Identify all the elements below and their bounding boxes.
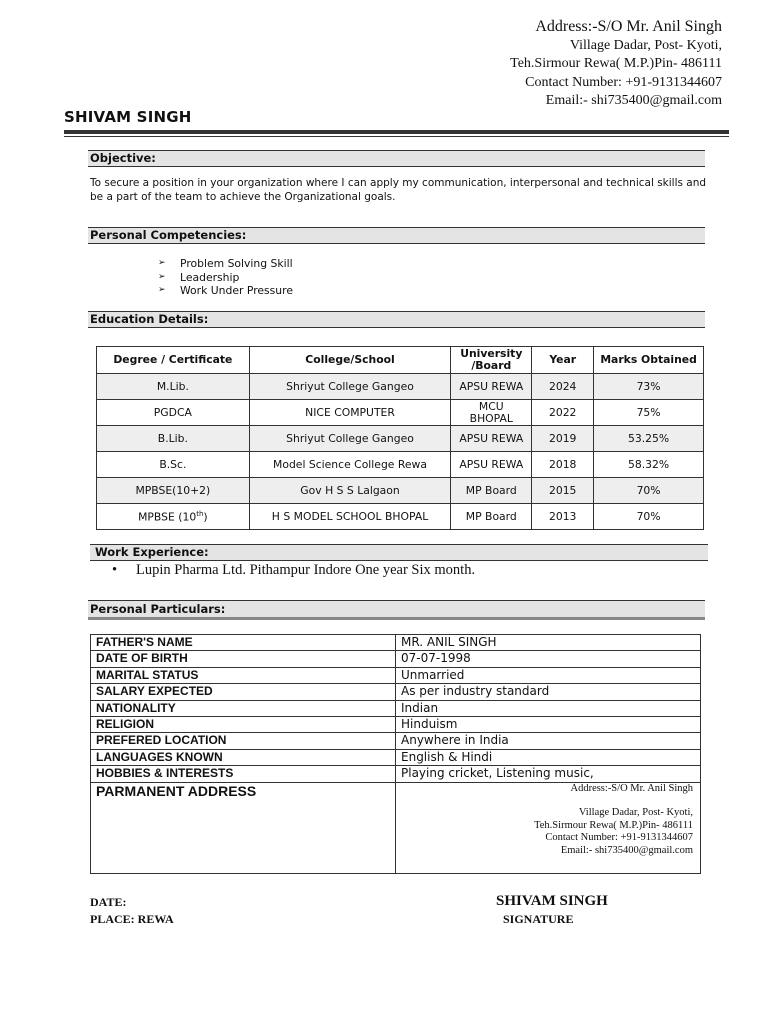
header-address bbox=[510, 18, 722, 111]
arrow-bullet-icon: ➢ bbox=[158, 271, 166, 282]
table-cell: 2015 bbox=[532, 478, 594, 504]
column-header: College/School bbox=[249, 347, 451, 374]
column-header: University /Board bbox=[451, 347, 532, 374]
table-cell: 70% bbox=[594, 478, 704, 504]
arrow-bullet-icon: ➢ bbox=[158, 285, 166, 295]
work-list bbox=[112, 562, 475, 579]
address-line: Address:-S/O Mr. Anil Singh bbox=[570, 782, 693, 794]
table-row bbox=[97, 400, 704, 426]
address-line: Village Dadar, Post- Kyoti, bbox=[578, 807, 693, 819]
field-value: 07-07-1998 bbox=[396, 651, 701, 667]
field-value: Playing cricket, Listening music, bbox=[396, 766, 701, 782]
candidate-name: SHIVAM SINGH bbox=[64, 108, 192, 126]
table-row bbox=[91, 749, 701, 765]
address-line: Teh.Sirmour Rewa( M.P.)Pin- 486111 bbox=[534, 819, 693, 831]
table-cell: 75% bbox=[594, 400, 704, 426]
competencies-heading: Personal Competencies: bbox=[88, 227, 705, 244]
field-value: Anywhere in India bbox=[396, 733, 701, 749]
table-row bbox=[91, 700, 701, 716]
list-item bbox=[112, 562, 475, 579]
field-value: As per industry standard bbox=[396, 684, 701, 700]
table-row bbox=[91, 651, 701, 667]
table-cell: MP Board bbox=[451, 478, 532, 504]
table-row bbox=[91, 635, 701, 651]
table-cell: NICE COMPUTER bbox=[249, 400, 451, 426]
field-label: LANGUAGES KNOWN bbox=[91, 749, 396, 765]
table-cell: 2019 bbox=[532, 426, 594, 452]
education-table bbox=[96, 346, 704, 530]
list-item bbox=[158, 284, 293, 298]
table-row bbox=[97, 478, 704, 504]
place-label: PLACE: REWA bbox=[90, 912, 174, 926]
table-cell: Gov H S S Lalgaon bbox=[249, 478, 451, 504]
field-label: MARITAL STATUS bbox=[91, 667, 396, 683]
table-cell: M.Lib. bbox=[97, 374, 250, 400]
address-line: Email:- shi735400@gmail.com bbox=[545, 93, 722, 108]
field-label: HOBBIES & INTERESTS bbox=[91, 766, 396, 782]
address-line: Contact Number: +91-9131344607 bbox=[545, 832, 693, 844]
objective-heading: Objective: bbox=[88, 150, 705, 167]
field-value: Indian bbox=[396, 700, 701, 716]
field-label: RELIGION bbox=[91, 716, 396, 732]
table-cell: MP Board bbox=[451, 504, 532, 530]
field-label: NATIONALITY bbox=[91, 700, 396, 716]
competency-text: Leadership bbox=[180, 270, 240, 284]
address-line: Teh.Sirmour Rewa( M.P.)Pin- 486111 bbox=[510, 56, 722, 71]
table-cell: APSU REWA bbox=[451, 452, 532, 478]
table-row bbox=[97, 374, 704, 400]
table-cell: Model Science College Rewa bbox=[249, 452, 451, 478]
table-row bbox=[91, 766, 701, 782]
competency-text: Problem Solving Skill bbox=[180, 257, 293, 270]
table-row bbox=[91, 782, 701, 873]
arrow-bullet-icon: ➢ bbox=[158, 258, 166, 268]
signature-block bbox=[496, 892, 608, 928]
field-label: PREFERED LOCATION bbox=[91, 733, 396, 749]
address-line: Village Dadar, Post- Kyoti, bbox=[569, 37, 722, 53]
field-value: English & Hindi bbox=[396, 749, 701, 765]
field-label: PARMANENT ADDRESS bbox=[91, 782, 396, 873]
objective-text: To secure a position in your organization where I can apply my communication, interpersonal and technical skills and be a part of the team to achieve the Organizational goals. bbox=[90, 177, 707, 203]
table-row bbox=[91, 684, 701, 700]
field-label: DATE OF BIRTH bbox=[91, 651, 396, 667]
column-header: Degree / Certificate bbox=[97, 347, 250, 374]
table-cell: APSU REWA bbox=[451, 374, 532, 400]
signature-label: SIGNATURE bbox=[503, 912, 574, 926]
permanent-address bbox=[396, 782, 701, 873]
table-row bbox=[97, 452, 704, 478]
table-cell: APSU REWA bbox=[451, 426, 532, 452]
table-cell: PGDCA bbox=[97, 400, 250, 426]
address-line: Contact Number: +91-9131344607 bbox=[525, 74, 722, 90]
table-cell: Shriyut College Gangeo bbox=[249, 374, 451, 400]
table-cell: 2024 bbox=[532, 374, 594, 400]
table-row bbox=[91, 716, 701, 732]
table-header-row bbox=[97, 347, 704, 374]
table-cell: 2018 bbox=[532, 452, 594, 478]
degree-tail: ) bbox=[203, 511, 208, 525]
table-row bbox=[97, 504, 704, 530]
personal-table bbox=[90, 634, 701, 874]
footer-date-place bbox=[90, 894, 174, 928]
field-label: SALARY EXPECTED bbox=[91, 684, 396, 700]
signature-name: SHIVAM SINGH bbox=[496, 893, 608, 909]
field-value: Hinduism bbox=[396, 716, 701, 732]
date-label: DATE: bbox=[90, 895, 127, 909]
table-cell: 70% bbox=[594, 504, 704, 530]
personal-heading: Personal Particulars: bbox=[88, 600, 705, 620]
table-cell: B.Sc. bbox=[97, 452, 250, 478]
field-value: MR. ANIL SINGH bbox=[396, 635, 701, 651]
table-cell: 53.25% bbox=[594, 426, 704, 452]
address-line: Address:-S/O Mr. Anil Singh bbox=[535, 18, 722, 35]
list-item bbox=[158, 271, 293, 285]
competency-list bbox=[158, 257, 293, 298]
degree-text: MPBSE (10 bbox=[138, 511, 197, 525]
table-cell bbox=[97, 504, 250, 530]
table-cell: MPBSE(10+2) bbox=[97, 478, 250, 504]
bullet-icon: • bbox=[112, 562, 118, 578]
table-cell: 73% bbox=[594, 374, 704, 400]
table-cell: MCU BHOPAL bbox=[451, 400, 532, 426]
degree-superscript: th bbox=[196, 510, 204, 519]
table-cell: Shriyut College Gangeo bbox=[249, 426, 451, 452]
table-cell: 2013 bbox=[532, 504, 594, 530]
column-header: Marks Obtained bbox=[594, 347, 704, 374]
table-cell: B.Lib. bbox=[97, 426, 250, 452]
education-heading: Education Details: bbox=[88, 311, 705, 328]
address-line: Email:- shi735400@gmail.com bbox=[560, 844, 693, 856]
table-row bbox=[97, 426, 704, 452]
table-row bbox=[91, 667, 701, 683]
table-cell: 2022 bbox=[532, 400, 594, 426]
table-cell: 58.32% bbox=[594, 452, 704, 478]
field-value: Unmarried bbox=[396, 667, 701, 683]
header-divider bbox=[64, 130, 729, 134]
table-cell: H S MODEL SCHOOL BHOPAL bbox=[249, 504, 451, 530]
work-heading: Work Experience: bbox=[90, 544, 708, 561]
work-item-text: Lupin Pharma Ltd. Pithampur Indore One year Six month. bbox=[136, 562, 476, 578]
table-row bbox=[91, 733, 701, 749]
column-header: Year bbox=[532, 347, 594, 374]
competency-text: Work Under Pressure bbox=[180, 284, 293, 297]
header-divider-thin bbox=[64, 136, 729, 137]
field-label: FATHER'S NAME bbox=[91, 635, 396, 651]
list-item bbox=[158, 257, 293, 271]
